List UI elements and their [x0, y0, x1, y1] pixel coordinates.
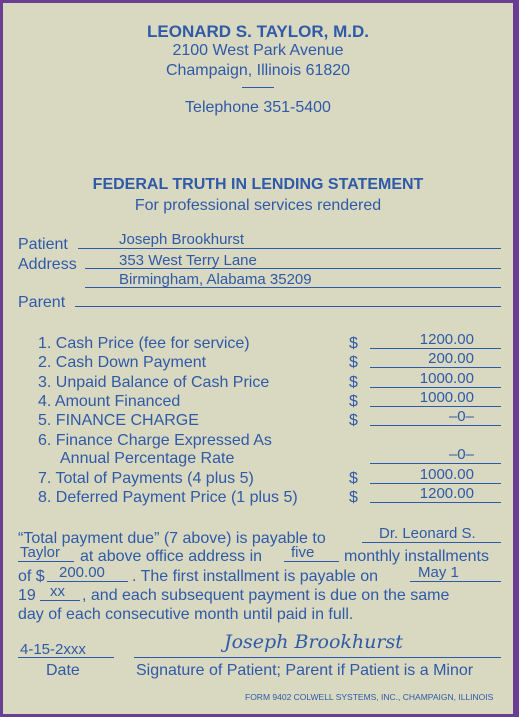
item-2-line: [370, 367, 501, 368]
item-6-line: [370, 463, 501, 464]
item-5-label: 5. FINANCE CHARGE: [38, 412, 199, 429]
patient-line: [78, 248, 501, 249]
signature-label: Signature of Patient; Parent if Patient is a Minor: [136, 662, 474, 679]
item-3-currency: $: [349, 374, 358, 391]
statement-title: FEDERAL TRUTH IN LENDING STATEMENT: [92, 176, 424, 193]
first-date-line: [410, 581, 501, 582]
item-3-line: [370, 387, 501, 388]
header-divider: [242, 87, 274, 88]
payee-field-1[interactable]: Dr. Leonard S.: [379, 525, 476, 542]
installment-amount-field[interactable]: 200.00: [59, 564, 105, 581]
item-8-line: [370, 502, 501, 503]
item-8-label: 8. Deferred Payment Price (1 plus 5): [38, 489, 298, 506]
installments-field[interactable]: five: [291, 544, 315, 561]
parent-line: [75, 306, 501, 307]
terms-line-1: “Total payment due” (7 above) is payable to: [18, 530, 326, 547]
item-4-value[interactable]: 1000.00: [419, 389, 474, 406]
address-line2-field[interactable]: Birmingham, Alabama 35209: [119, 271, 312, 288]
item-1-line: [370, 348, 501, 349]
parent-label: Parent: [18, 294, 66, 311]
item-5-currency: $: [349, 412, 358, 429]
date-label: Date: [46, 662, 80, 679]
office-telephone: Telephone 351-5400: [185, 99, 331, 116]
installments-line: [284, 561, 339, 562]
item-4-currency: $: [349, 393, 358, 410]
item-6-value[interactable]: –0–: [448, 446, 474, 463]
address-label: Address: [18, 256, 77, 273]
address-line1-field[interactable]: 353 West Terry Lane: [119, 252, 257, 269]
item-7-value[interactable]: 1000.00: [419, 466, 474, 483]
truth-in-lending-form: [3, 3, 513, 714]
signature-field[interactable]: Joseph Brookhurst: [224, 631, 403, 653]
year-line: [40, 600, 80, 601]
item-7-currency: $: [349, 470, 358, 487]
signature-line: [134, 657, 501, 658]
payee-line: [362, 542, 501, 543]
item-1-value[interactable]: 1200.00: [419, 331, 474, 348]
payee-field-2[interactable]: Taylor: [20, 544, 61, 561]
year-field[interactable]: xx: [50, 583, 65, 600]
item-5-value[interactable]: –0–: [448, 408, 474, 425]
terms-line-3: . The first installment is payable on: [132, 568, 379, 585]
statement-subtitle: For professional services rendered: [134, 197, 382, 214]
patient-label: Patient: [18, 236, 68, 253]
item-4-label: 4. Amount Financed: [38, 393, 181, 410]
item-7-line: [370, 483, 501, 484]
terms-line-2b: monthly installments: [344, 548, 489, 565]
terms-line-4: , and each subsequent payment is due on the same: [82, 587, 450, 604]
item-8-currency: $: [349, 489, 358, 506]
payee-line-2: [18, 561, 74, 562]
terms-line-2a: at above office address in: [80, 548, 263, 565]
year-prefix: 19: [18, 587, 36, 604]
office-city: Champaign, Illinois 61820: [165, 62, 351, 79]
item-2-currency: $: [349, 354, 358, 371]
item-8-value[interactable]: 1200.00: [419, 485, 474, 502]
item-5-line: [370, 425, 501, 426]
item-6-label: 6. Finance Charge Expressed As: [38, 432, 272, 449]
item-1-label: 1. Cash Price (fee for service): [38, 335, 250, 352]
first-installment-date-field[interactable]: May 1: [418, 564, 459, 581]
form-footer-note: FORM 9402 COLWELL SYSTEMS, INC., CHAMPAIGN, ILLINOIS: [245, 692, 494, 702]
item-2-label: 2. Cash Down Payment: [38, 354, 207, 371]
doctor-name: LEONARD S. TAYLOR, M.D.: [147, 22, 369, 41]
office-street: 2100 West Park Avenue: [172, 42, 344, 59]
terms-line-5: day of each consecutive month until paid in full.: [18, 606, 354, 623]
item-6-label-cont: Annual Percentage Rate: [60, 450, 235, 467]
item-1-currency: $: [349, 335, 358, 352]
item-2-value[interactable]: 200.00: [428, 350, 474, 367]
date-field[interactable]: 4-15-2xxx: [20, 641, 86, 658]
item-3-label: 3. Unpaid Balance of Cash Price: [38, 374, 270, 391]
item-4-line: [370, 406, 501, 407]
item-7-label: 7. Total of Payments (4 plus 5): [38, 470, 254, 487]
patient-name-field[interactable]: Joseph Brookhurst: [119, 231, 245, 248]
item-3-value[interactable]: 1000.00: [419, 370, 474, 387]
installment-amount-line: [47, 581, 128, 582]
terms-line-3-prefix: of $: [18, 568, 45, 585]
